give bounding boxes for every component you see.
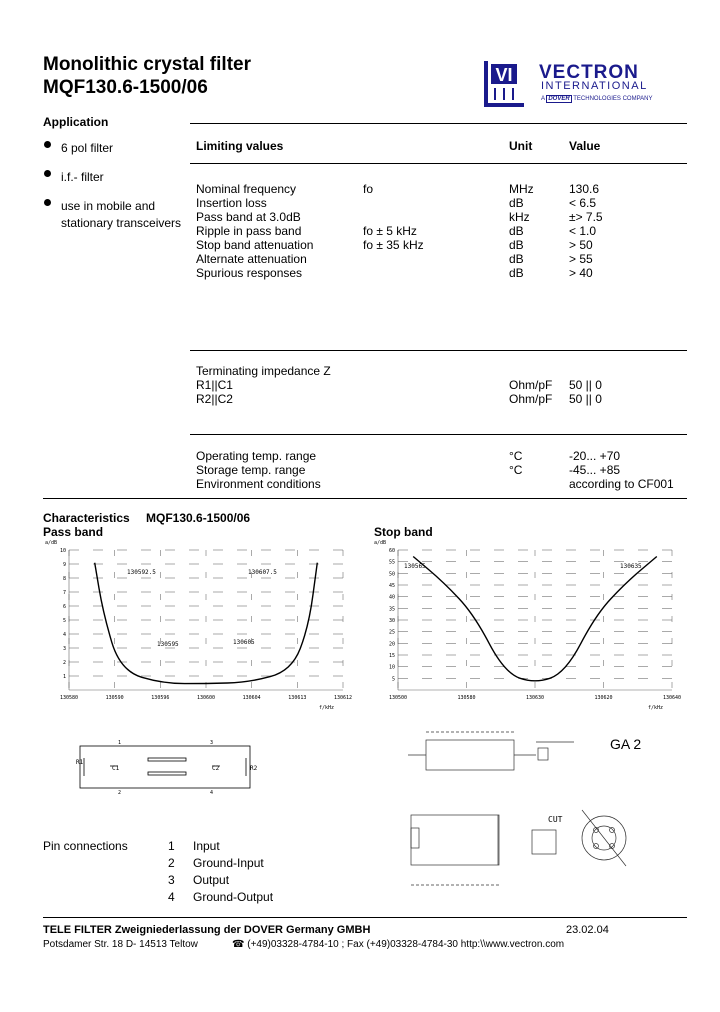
logo-mark-text: VI [495, 65, 513, 85]
table-row: Ripple in pass band [196, 224, 302, 238]
application-item-2: i.f.- filter [61, 170, 104, 184]
table-row: Storage temp. range [196, 463, 306, 477]
x-tick-label: 130630 [525, 695, 545, 701]
pin-name: Ground-Input [193, 856, 264, 870]
divider [190, 163, 687, 164]
table-cell-value: ±> 7.5 [569, 210, 603, 224]
title-line2: MQF130.6-1500/06 [43, 77, 208, 98]
pin-number: 1 [168, 839, 175, 853]
y-tick-label: 35 [388, 606, 395, 613]
y-tick-label: 4 [62, 632, 66, 638]
table-cell-value: > 50 [569, 238, 593, 252]
table-cell-unit: kHz [509, 210, 530, 224]
stop-band-x-axis [389, 695, 681, 701]
title-line1: Monolithic crystal filter [43, 54, 251, 75]
divider [190, 123, 687, 124]
y-tick-label: 5 [62, 618, 66, 624]
drawing-label: CUT [548, 815, 563, 824]
pass-band-xlabel: f/kHz [319, 705, 335, 710]
characteristics-heading: Characteristics [43, 511, 130, 525]
x-tick-label: 130580 [59, 695, 79, 701]
stop-band-annotation: 130635 [620, 563, 642, 570]
pass-band-annotation: 130607.5 [248, 569, 277, 576]
circuit-label: C1 [112, 765, 120, 772]
table-cell-value: 50 || 0 [569, 392, 602, 406]
table-cell-value: > 40 [569, 266, 593, 280]
stop-band-ylabel: a/dB [374, 540, 387, 546]
dover-badge: DOVER [548, 96, 570, 102]
y-tick-label: 5 [391, 676, 395, 683]
x-tick-label: 130612 [333, 695, 353, 701]
divider [43, 498, 687, 499]
stop-band-xlabel: f/kHz [648, 705, 664, 710]
table-cell-value: -45... +85 [569, 463, 621, 477]
table-cell-unit: °C [509, 463, 523, 477]
x-tick-label: 130500 [388, 695, 408, 701]
bullet-icon [44, 199, 51, 206]
x-tick-label: 130580 [457, 695, 476, 701]
y-tick-label: 10 [59, 548, 66, 554]
y-tick-label: 1 [62, 674, 66, 680]
circuit-label: R2 [250, 765, 258, 772]
table-row: R2||C2 [196, 392, 233, 406]
x-tick-label: 130596 [151, 695, 170, 701]
table-cell-value: < 6.5 [569, 196, 597, 210]
stop-band-grid [398, 550, 672, 690]
table-row: Insertion loss [196, 196, 267, 210]
y-tick-label: 25 [388, 629, 395, 636]
table-cell-unit: MHz [509, 182, 534, 196]
limits-heading: Limiting values [196, 139, 284, 153]
table-cell-unit: dB [509, 252, 524, 266]
table-cell-unit: dB [509, 224, 524, 238]
impedance-heading: Terminating impedance Z [196, 364, 331, 378]
pin-name: Output [193, 873, 230, 887]
table-cell-unit: dB [509, 238, 524, 252]
y-tick-label: 10 [388, 664, 395, 671]
characteristics-model: MQF130.6-1500/06 [146, 511, 251, 525]
y-tick-label: 8 [62, 576, 66, 582]
table-cell-value: < 1.0 [569, 224, 597, 238]
y-tick-label: 9 [62, 562, 66, 568]
pass-band-ylabel: a/dB [45, 540, 58, 546]
stop-band-label: Stop band [374, 525, 433, 539]
table-cell-value: 130.6 [569, 182, 600, 196]
circuit-pin-label: 2 [118, 790, 122, 796]
x-tick-label: 130600 [196, 695, 216, 701]
table-cell-unit: Ohm/pF [509, 392, 553, 406]
y-tick-label: 50 [388, 571, 395, 578]
application-item-1: 6 pol filter [61, 141, 114, 155]
y-tick-label: 55 [388, 559, 395, 566]
pin-number: 2 [168, 856, 175, 870]
circuit-label: R1 [76, 759, 84, 766]
table-cell-unit: Ohm/pF [509, 378, 553, 392]
circuit-label: C2 [212, 765, 220, 772]
table-cell-unit: °C [509, 449, 523, 463]
pass-band-y-axis [60, 548, 66, 680]
table-row: R1||C1 [196, 378, 233, 392]
pass-band-annotation: 130605 [233, 639, 255, 646]
pins-heading: Pin connections [43, 839, 128, 853]
application-item-3-line1: use in mobile and [61, 199, 156, 213]
bullet-icon [44, 141, 51, 148]
y-tick-label: 20 [388, 641, 395, 648]
pin-number: 4 [168, 890, 175, 904]
pass-band-label: Pass band [43, 525, 104, 539]
y-tick-label: 6 [62, 604, 66, 610]
table-row: Spurious responses [196, 266, 303, 280]
logo-name: VECTRON [539, 62, 639, 83]
y-tick-label: 30 [388, 618, 395, 624]
unit-header: Unit [509, 139, 533, 153]
table-row: Pass band at 3.0dB [196, 210, 301, 224]
divider [43, 917, 687, 918]
divider [190, 350, 687, 351]
table-cell-unit: dB [509, 196, 524, 210]
y-tick-label: 7 [62, 590, 66, 596]
pin-number: 3 [168, 873, 175, 887]
pass-band-annotation: 130592.5 [127, 569, 156, 576]
table-cell-cond: fo ± 35 kHz [363, 238, 424, 252]
x-tick-label: 130640 [662, 695, 682, 701]
logo-tagline-suffix: TECHNOLOGIES COMPANY [573, 96, 653, 102]
table-row: Environment conditions [196, 477, 321, 491]
phone-icon: ☎ [232, 939, 245, 950]
pin-name: Input [193, 839, 220, 853]
table-cell-value: > 55 [569, 252, 593, 266]
footer-date: 23.02.04 [566, 924, 609, 936]
stop-band-annotation: 130565 [404, 563, 426, 570]
footer-company: TELE FILTER Zweigniederlassung der DOVER Germany GMBH [43, 924, 371, 936]
y-tick-label: 40 [388, 594, 395, 601]
circuit-pin-label: 3 [210, 740, 214, 746]
x-tick-label: 130620 [594, 695, 613, 701]
table-cell-unit: dB [509, 266, 524, 280]
table-row: Operating temp. range [196, 449, 317, 463]
y-tick-label: 45 [388, 583, 395, 589]
table-cell-value: 50 || 0 [569, 378, 602, 392]
y-tick-label: 3 [62, 646, 66, 652]
table-row: Alternate attenuation [196, 252, 307, 266]
vectron-logo [481, 58, 691, 110]
x-tick-label: 130604 [242, 695, 261, 701]
footer-address: Potsdamer Str. 18 D- 14513 Teltow [43, 939, 198, 950]
circuit-schematic [70, 736, 270, 798]
stop-band-y-axis [389, 548, 395, 682]
pass-band-annotation: 130595 [157, 641, 179, 648]
mechanical-drawing [386, 720, 646, 900]
package-label: GA 2 [610, 736, 642, 752]
logo-subtitle: INTERNATIONAL [541, 80, 648, 92]
x-tick-label: 130590 [105, 695, 124, 701]
table-cell-cond: fo ± 5 kHz [363, 224, 417, 238]
y-tick-label: 2 [62, 660, 66, 666]
y-tick-label: 15 [388, 653, 395, 659]
table-row: Stop band attenuation [196, 238, 314, 252]
pass-band-grid [69, 550, 343, 690]
pass-band-x-axis [60, 695, 352, 701]
pass-band-chart [43, 538, 353, 710]
value-header: Value [569, 139, 601, 153]
x-tick-label: 130613 [288, 695, 307, 701]
table-cell-cond: fo [363, 182, 374, 196]
table-cell-value: -20... +70 [569, 449, 621, 463]
application-heading: Application [43, 115, 109, 129]
bullet-icon [44, 170, 51, 177]
circuit-pin-label: 1 [118, 740, 122, 746]
footer-contact: (+49)03328-4784-10 ; Fax (+49)03328-4784-30 http:\\www.vectron.com [247, 939, 565, 950]
logo-tagline-prefix: A [541, 96, 545, 102]
circuit-pin-label: 4 [210, 790, 214, 796]
application-item-3-line2: stationary transceivers [61, 216, 182, 230]
y-tick-label: 60 [388, 548, 395, 554]
pin-name: Ground-Output [193, 890, 274, 904]
table-row: Nominal frequency [196, 182, 297, 196]
divider [190, 434, 687, 435]
vi-logo-mark [481, 58, 535, 110]
table-cell-value: according to CF001 [569, 477, 674, 491]
stop-band-chart [372, 538, 682, 710]
